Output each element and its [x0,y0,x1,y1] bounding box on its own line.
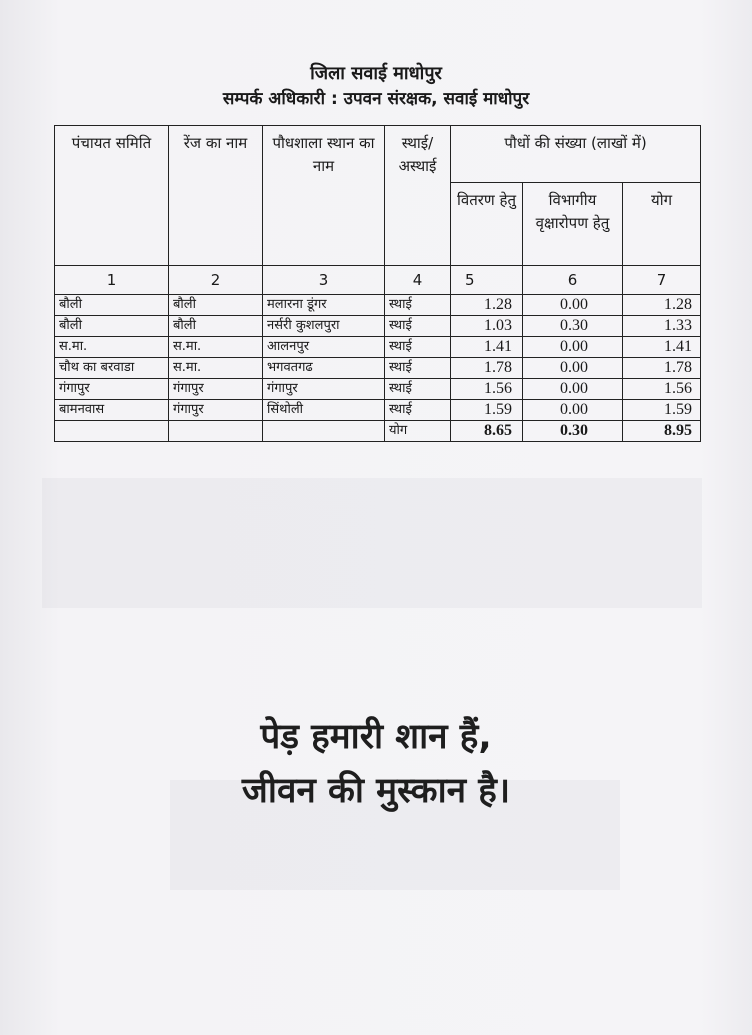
cell-departmental: 0.00 [523,400,623,421]
cell-total: 1.59 [623,400,701,421]
cell-panchayat: बौली [55,295,169,316]
header-panchayat: पंचायत समिति [55,126,169,266]
cell-total: 1.33 [623,316,701,337]
total-label: योग [385,421,451,442]
cell-nursery: आलनपुर [263,337,385,358]
cell-total: 1.78 [623,358,701,379]
column-number: 1 [55,266,169,295]
cell-status: स्थाई [385,379,451,400]
cell-range: बौली [169,295,263,316]
column-number: 5 [451,266,523,295]
cell-departmental: 0.30 [523,316,623,337]
nursery-plants-table [54,125,701,442]
cell-panchayat: बौली [55,316,169,337]
cell-panchayat: चौथ का बरवाडा [55,358,169,379]
cell-nursery: भगवतगढ [263,358,385,379]
header-departmental: विभागीय वृक्षारोपण हेतु [523,183,623,266]
slogan-line-1: पेड़ हमारी शान हैं, [260,717,492,757]
cell-total: 1.41 [623,337,701,358]
cell-status: स्थाई [385,400,451,421]
header-total: योग [623,183,701,266]
cell-nursery: नर्सरी कुशलपुरा [263,316,385,337]
cell-status: स्थाई [385,337,451,358]
empty-cell [263,421,385,442]
cell-distribution: 1.41 [451,337,523,358]
header-status: स्थाई/ अस्थाई [385,126,451,266]
cell-departmental: 0.00 [523,295,623,316]
cell-range: स.मा. [169,337,263,358]
column-number: 2 [169,266,263,295]
cell-panchayat: स.मा. [55,337,169,358]
cell-range: स.मा. [169,358,263,379]
cell-distribution: 1.59 [451,400,523,421]
column-number: 4 [385,266,451,295]
header-distribution: वितरण हेतु [451,183,523,266]
column-number: 6 [523,266,623,295]
total-total: 8.95 [623,421,701,442]
column-number: 7 [623,266,701,295]
total-departmental: 0.30 [523,421,623,442]
table-row [55,358,701,379]
district-title: जिला सवाई माधोपुर [310,63,442,84]
slogan-line-2: जीवन की मुस्कान है। [241,771,511,811]
cell-range: गंगापुर [169,379,263,400]
cell-range: गंगापुर [169,400,263,421]
table-row [55,400,701,421]
cell-panchayat: गंगापुर [55,379,169,400]
cell-distribution: 1.03 [451,316,523,337]
table-row [55,316,701,337]
cell-nursery: मलारना डूंगर [263,295,385,316]
total-row [55,421,701,442]
header-plants-count: पौधों की संख्या (लाखों में) [451,126,701,183]
cell-distribution: 1.28 [451,295,523,316]
cell-status: स्थाई [385,358,451,379]
cell-range: बौली [169,316,263,337]
cell-distribution: 1.78 [451,358,523,379]
cell-departmental: 0.00 [523,358,623,379]
cell-status: स्थाई [385,316,451,337]
cell-total: 1.56 [623,379,701,400]
cell-nursery: गंगापुर [263,379,385,400]
header-range: रेंज का नाम [169,126,263,266]
table-row [55,295,701,316]
table-row [55,379,701,400]
total-distribution: 8.65 [451,421,523,442]
header-nursery: पौधशाला स्थान का नाम [263,126,385,266]
cell-status: स्थाई [385,295,451,316]
empty-cell [169,421,263,442]
bleed-through-shadow [42,478,702,608]
cell-total: 1.28 [623,295,701,316]
cell-nursery: सिंथोली [263,400,385,421]
column-number: 3 [263,266,385,295]
contact-officer: सम्पर्क अधिकारी : उपवन संरक्षक, सवाई माधोपुर [222,89,530,109]
empty-cell [55,421,169,442]
cell-distribution: 1.56 [451,379,523,400]
table-row [55,337,701,358]
cell-departmental: 0.00 [523,379,623,400]
cell-departmental: 0.00 [523,337,623,358]
cell-panchayat: बामनवास [55,400,169,421]
